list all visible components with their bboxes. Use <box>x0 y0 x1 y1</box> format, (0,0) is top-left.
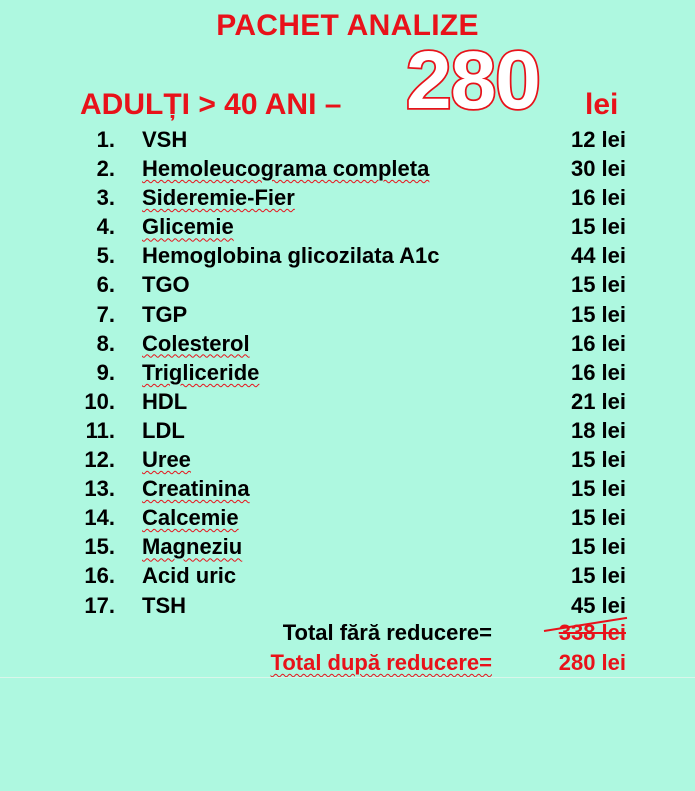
item-name: Trigliceride <box>142 359 260 385</box>
item-name: Glicemie <box>142 214 234 240</box>
list-item <box>0 358 695 387</box>
item-number: 1. <box>96 127 115 152</box>
item-number: 7. <box>96 301 115 327</box>
total-with-discount-value: 280 lei <box>558 650 626 675</box>
item-name: Creatinina <box>142 476 250 502</box>
package-price: 280 <box>406 35 540 126</box>
list-item <box>0 591 695 620</box>
item-price: 16 lei <box>570 185 626 211</box>
total-without-discount-value: 338 lei <box>558 620 626 645</box>
item-number: 16. <box>84 563 115 589</box>
list-item <box>0 329 695 358</box>
item-price: 21 lei <box>570 388 626 414</box>
item-price: 15 lei <box>570 272 626 298</box>
item-price: 15 lei <box>570 505 626 531</box>
item-price: 45 lei <box>570 592 626 618</box>
item-number: 3. <box>96 185 115 211</box>
analysis-list <box>0 125 695 620</box>
item-number: 9. <box>96 359 115 385</box>
item-name: TSH <box>142 592 186 618</box>
list-item <box>0 561 695 590</box>
item-number: 12. <box>84 447 115 473</box>
item-name: Magneziu <box>142 534 243 560</box>
item-price: 16 lei <box>570 359 626 385</box>
item-name: TGO <box>142 272 190 298</box>
package-subtitle: ADULȚI > 40 ANI – <box>80 88 342 121</box>
item-number: 2. <box>96 156 115 182</box>
item-name: Hemoglobina glicozilata A1c <box>142 243 440 269</box>
item-name: Acid uric <box>142 563 237 589</box>
item-price: 15 lei <box>570 563 626 589</box>
list-item <box>0 532 695 561</box>
list-item <box>0 154 695 183</box>
package-price-unit: lei <box>585 88 619 121</box>
item-name: LDL <box>142 417 185 443</box>
item-name: Sideremie-Fier <box>142 185 295 211</box>
item-price: 15 lei <box>570 476 626 502</box>
item-price: 15 lei <box>570 534 626 560</box>
list-item <box>0 241 695 270</box>
list-item <box>0 212 695 241</box>
list-item <box>0 503 695 532</box>
item-name: VSH <box>142 127 188 152</box>
item-price: 16 lei <box>570 330 626 356</box>
item-name: Hemoleucograma completa <box>142 156 430 182</box>
item-price: 12 lei <box>570 127 626 152</box>
list-item <box>0 474 695 503</box>
item-number: 11. <box>85 417 115 443</box>
item-number: 10. <box>84 388 115 414</box>
item-price: 30 lei <box>570 156 626 182</box>
item-number: 5. <box>96 243 115 269</box>
item-number: 8. <box>96 330 115 356</box>
total-without-discount-label: Total fără reducere= <box>282 620 492 645</box>
item-name: Calcemie <box>142 505 239 531</box>
list-item <box>0 387 695 416</box>
list-item <box>0 445 695 474</box>
item-number: 14. <box>84 505 115 531</box>
item-number: 6. <box>96 272 115 298</box>
list-item <box>0 183 695 212</box>
item-price: 15 lei <box>570 214 626 240</box>
item-price: 15 lei <box>570 301 626 327</box>
item-number: 13. <box>84 476 115 502</box>
item-number: 15. <box>84 534 115 560</box>
list-item <box>0 270 695 299</box>
item-name: HDL <box>142 388 188 414</box>
item-name: Colesterol <box>142 330 250 356</box>
item-number: 17. <box>84 592 115 618</box>
divider <box>0 677 695 678</box>
list-item <box>0 416 695 445</box>
item-name: Uree <box>142 447 191 473</box>
item-price: 18 lei <box>570 417 626 443</box>
item-price: 15 lei <box>570 447 626 473</box>
page-title: PACHET ANALIZE <box>216 9 479 42</box>
list-item <box>0 300 695 329</box>
item-price: 44 lei <box>570 243 626 269</box>
total-with-discount-label: Total după reducere= <box>270 650 492 675</box>
list-item <box>0 125 695 154</box>
item-number: 4. <box>96 214 115 240</box>
item-name: TGP <box>142 301 188 327</box>
